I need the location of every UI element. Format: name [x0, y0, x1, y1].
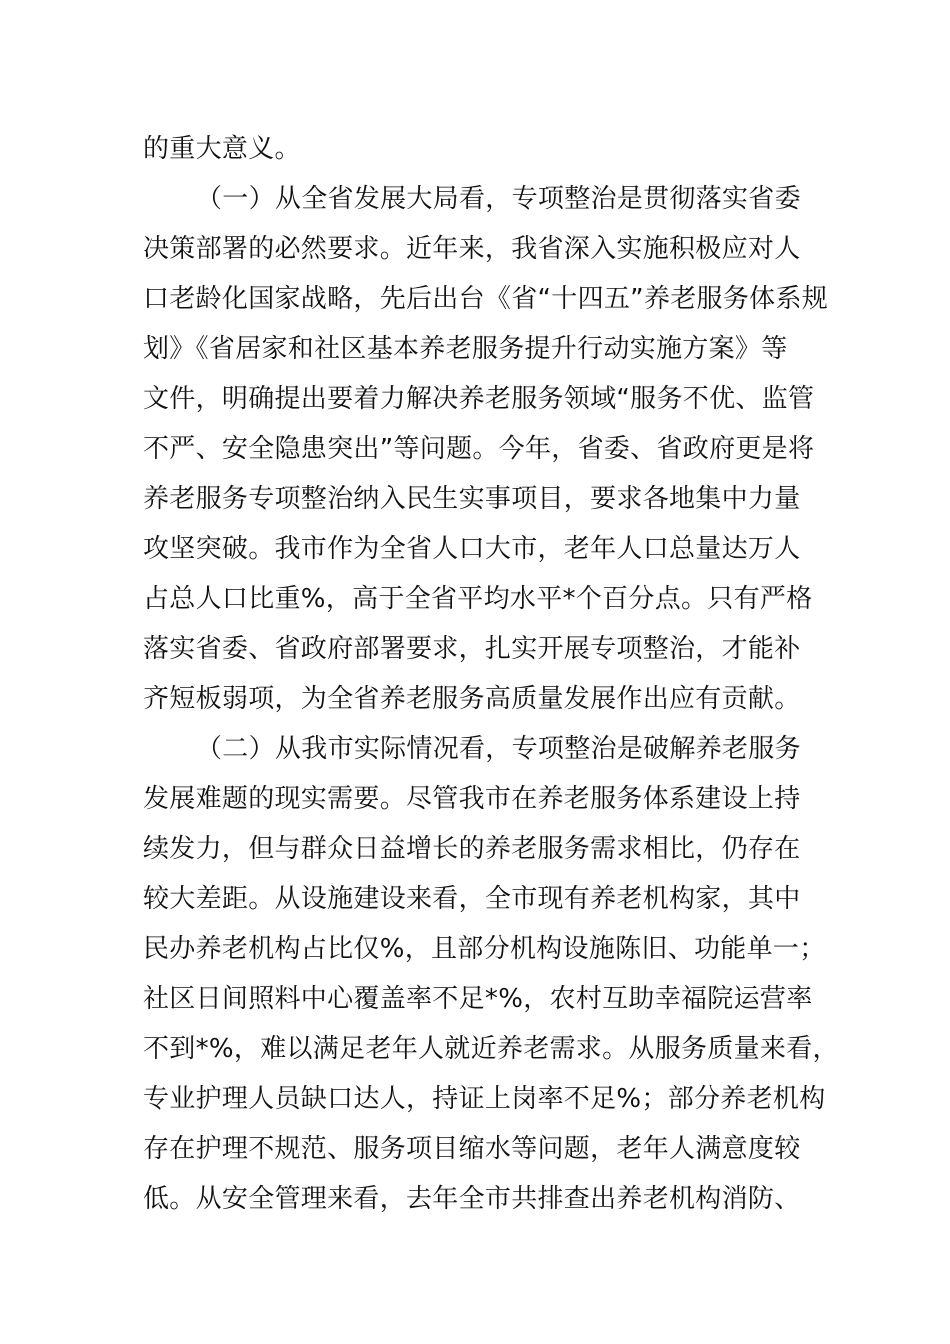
text-line: 较大差距。从设施建设来看，全市现有养老机构家，其中 — [143, 884, 801, 914]
text-line: 续发力，但与群众日益增长的养老服务需求相比，仍存在 — [143, 834, 801, 864]
text-line: 专业护理人员缺口达人，持证上岗率不足%；部分养老机构 — [143, 1084, 826, 1114]
paragraph-1-first-line: （一）从全省发展大局看，专项整治是贯彻落实省委 — [196, 184, 801, 214]
text-line: 社区日间照料中心覆盖率不足*%，农村互助幸福院运营率 — [143, 984, 813, 1014]
text-line: 文件，明确提出要着力解决养老服务领域“服务不优、监管 — [143, 384, 815, 414]
text-line: 低。从安全管理来看，去年全市共排查出养老机构消防、 — [143, 1184, 801, 1214]
text-line: 发展难题的现实需要。尽管我市在养老服务体系建设上持 — [143, 784, 801, 814]
paragraph-2-first-line: （二）从我市实际情况看，专项整治是破解养老服务 — [196, 734, 801, 764]
text-line: 不到*%，难以满足老年人就近养老需求。从服务质量来看， — [143, 1034, 839, 1064]
text-line: 落实省委、省政府部署要求，扎实开展专项整治，才能补 — [143, 634, 801, 664]
text-line: 口老龄化国家战略，先后出台《省“十四五”养老服务体系规 — [143, 284, 829, 314]
text-line: 攻坚突破。我市作为全省人口大市，老年人口总量达万人 — [143, 534, 801, 564]
text-line: 存在护理不规范、服务项目缩水等问题，老年人满意度较 — [143, 1134, 801, 1164]
text-line: 的重大意义。 — [143, 134, 301, 164]
text-line: 划》《省居家和社区基本养老服务提升行动实施方案》等 — [143, 334, 788, 364]
text-line: 养老服务专项整治纳入民生实事项目，要求各地集中力量 — [143, 484, 801, 514]
text-line: 占总人口比重%，高于全省平均水平*个百分点。只有严格 — [143, 584, 813, 614]
text-line: 民办养老机构占比仅%，且部分机构设施陈旧、功能单一； — [143, 934, 826, 964]
text-line: 决策部署的必然要求。近年来，我省深入实施积极应对人 — [143, 234, 801, 264]
text-line: 不严、安全隐患突出”等问题。今年，省委、省政府更是将 — [143, 434, 815, 464]
text-line: 齐短板弱项，为全省养老服务高质量发展作出应有贡献。 — [143, 684, 801, 714]
